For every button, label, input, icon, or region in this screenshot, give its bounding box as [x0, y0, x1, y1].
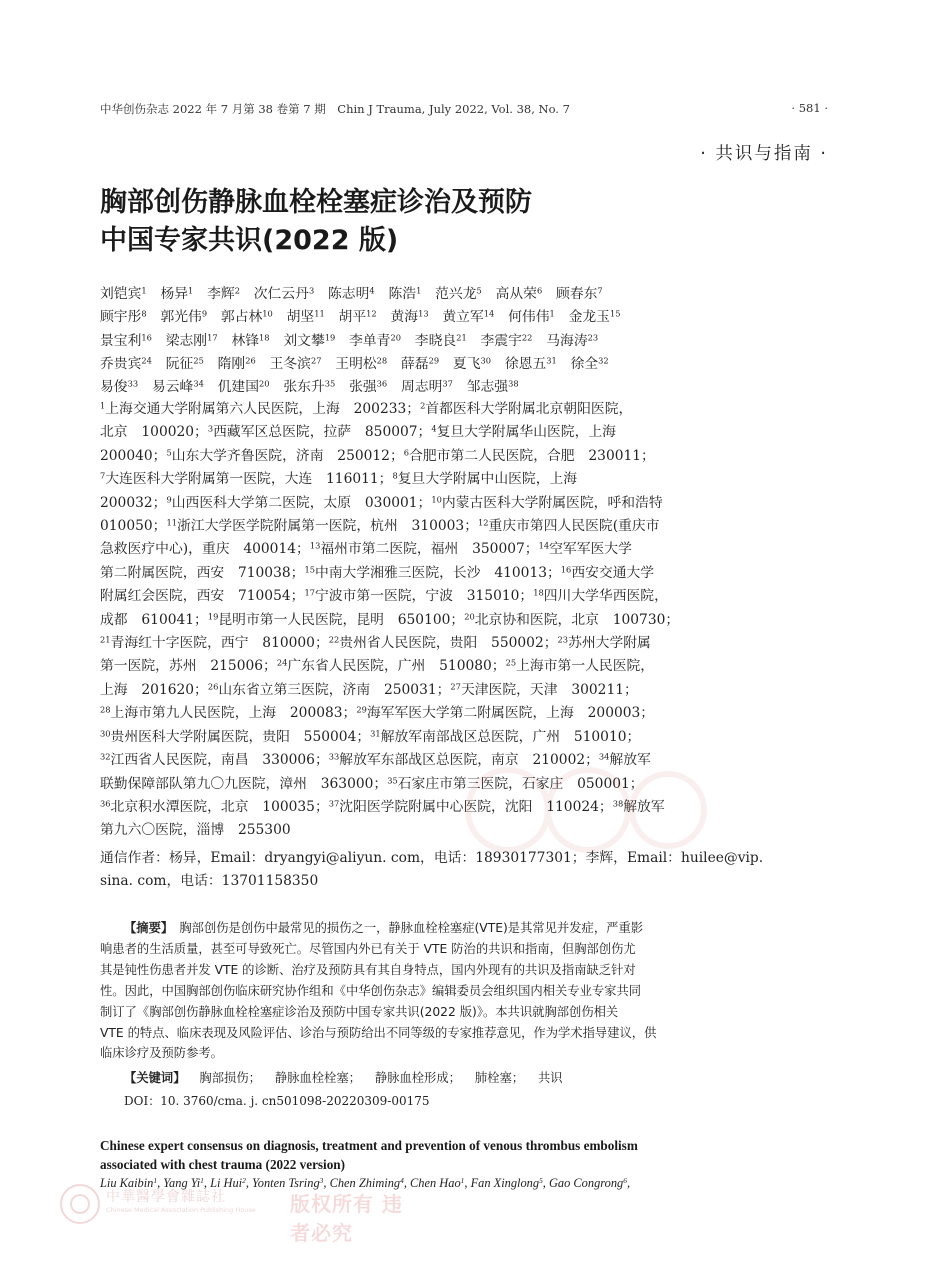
- author-name: 刘铠宾: [100, 286, 142, 302]
- affiliation-line: [100, 562, 830, 585]
- keyword: 静脉血栓栓塞；: [274, 1071, 361, 1085]
- journal-citation: 中华创伤杂志 2022 年 7 月第 38 卷第 7 期 Chin J Trauma, July 2022, Vol. 38, No. 7: [100, 102, 570, 116]
- author-affiliation-index: 16: [141, 332, 152, 343]
- author: [546, 333, 598, 349]
- author-affiliation-index: 4: [400, 1175, 404, 1185]
- affiliation-line: [100, 726, 830, 749]
- affiliation-text: 中南大学湘雅三医院，长沙 410013；: [314, 564, 561, 581]
- affiliation-index: 3: [207, 423, 214, 434]
- affiliation-text: 广东省人民医院，广州 510080；: [287, 658, 506, 675]
- author-affiliation-index: 18: [259, 332, 270, 343]
- affiliation-line: [100, 632, 830, 655]
- author-name: 李震宇: [480, 332, 522, 349]
- affiliation-text: 解放军东部战区总医院，南京 210002；: [339, 752, 599, 769]
- affiliation-index: 27: [450, 681, 461, 692]
- affiliation-index: 26: [207, 681, 219, 692]
- author-affiliation-index: 35: [324, 378, 336, 389]
- affiliation-text: 山东省立第三医院，济南 250031；: [218, 681, 451, 698]
- author: [283, 379, 335, 395]
- author-affiliation-index: 7: [597, 285, 603, 296]
- author-affiliation-index: 5: [476, 285, 482, 296]
- author-affiliation-index: 1: [460, 1175, 465, 1185]
- author: [571, 356, 609, 372]
- author-name: 马海涛: [546, 332, 588, 349]
- author: [100, 286, 147, 302]
- affiliation-text: 联勤保障部队第九〇九医院，漳州 363000；: [100, 775, 388, 792]
- author-affiliation-index: 33: [127, 378, 139, 389]
- author: [569, 309, 621, 325]
- affiliation-text: 上海 201620；: [100, 681, 208, 698]
- author-affiliation-index: 21: [456, 332, 467, 343]
- affiliation-text: 解放军: [623, 798, 665, 815]
- author-name: 林锋: [231, 332, 260, 349]
- author-name: 夏飞: [452, 355, 481, 372]
- author: [335, 356, 387, 372]
- author: [556, 286, 603, 302]
- affiliation-text: 上海交通大学附属第六人民医院，上海 200233；: [105, 401, 421, 417]
- affiliation-text: 第一医院，苏州 215006；: [100, 658, 277, 675]
- author: [254, 286, 314, 302]
- affiliation-line: [100, 609, 830, 632]
- author: [218, 356, 256, 372]
- author-name: 薛磊: [401, 355, 429, 372]
- affiliation-line: [100, 421, 830, 444]
- title-en-line-2: associated with chest trauma (2022 version): [100, 1157, 346, 1172]
- author-affiliation-index: 30: [480, 355, 492, 366]
- affiliation-text: 青海红十字医院，西宁 810000；: [110, 635, 329, 652]
- affiliation-line: [100, 702, 830, 725]
- author-affiliation-index: 38: [508, 378, 519, 389]
- affiliation-text: 大连医科大学附属第一医院，大连 116011；: [105, 471, 393, 488]
- author-name: 郭光伟: [160, 309, 202, 326]
- affiliation-text: 急救医疗中心)，重庆 400014；: [100, 541, 310, 558]
- affiliation-text: 上海市第九人民医院，上海 200083；: [110, 705, 357, 722]
- author: [283, 333, 335, 349]
- publisher-name-en: Chinese Medical Association Publishing House: [106, 1206, 256, 1214]
- affiliation-index: 33: [328, 751, 340, 762]
- author-line: [100, 283, 830, 306]
- affiliation-text: 苏州大学附属: [568, 635, 651, 652]
- affiliation-index: 24: [276, 657, 288, 668]
- affiliation-index: 32: [100, 751, 111, 762]
- author-name: 梁志刚: [165, 332, 208, 349]
- affiliation-text: 200032；: [100, 494, 167, 511]
- affiliation-index: 8: [392, 470, 398, 481]
- affiliation-line: [100, 445, 830, 468]
- author-name: 陈浩: [388, 286, 417, 302]
- affiliation-text: 复旦大学附属中山医院，上海: [397, 471, 578, 488]
- doi-link[interactable]: DOI：10. 3760/cma. j. cn501098-20220309-00175: [124, 1094, 430, 1108]
- author: [160, 309, 207, 325]
- affiliation-text: 北京积水潭医院，北京 100035；: [110, 798, 329, 815]
- title-line-1: 胸部创伤静脉血栓栓塞症诊治及预防: [100, 187, 532, 218]
- author-affiliation-index: 26: [245, 355, 256, 366]
- author-name-en: Li Hui: [210, 1176, 243, 1190]
- author-name: 王明松: [335, 355, 377, 372]
- author: [100, 333, 152, 349]
- author-affiliation-index: 11: [314, 308, 325, 319]
- abstract-label: 【摘要】: [124, 921, 168, 935]
- keyword: 胸部损伤；: [199, 1071, 261, 1085]
- affiliation-index: 16: [560, 564, 572, 575]
- affiliation-index: 17: [304, 587, 315, 598]
- affiliation-line: [100, 515, 830, 538]
- abstract-line: 制订了《胸部创伤静脉血栓栓塞症诊治及预防中国专家共识(2022 版)》。本共识就胸部创伤相关: [100, 1004, 619, 1019]
- author-name: 隋刚: [217, 355, 246, 372]
- author: [508, 309, 555, 325]
- author-affiliation-index: 9: [201, 308, 208, 319]
- author: [100, 379, 138, 395]
- abstract-line: 性。因此，中国胸部创伤临床研究协作组和《中华创伤杂志》编辑委员会组织国内相关专业专家共同: [100, 983, 642, 998]
- affiliation-index: 20: [464, 611, 475, 622]
- author: [390, 309, 428, 325]
- author-name: 何伟伟: [508, 309, 550, 326]
- author: [287, 309, 325, 325]
- author-line: [100, 306, 830, 329]
- affiliation-text: 附属红会医院，西安 710054；: [100, 588, 305, 605]
- affiliation-index: 30: [100, 728, 111, 739]
- affiliation-index: 37: [328, 798, 340, 809]
- author-affiliation-index: 2: [242, 1175, 246, 1185]
- author: [388, 286, 421, 302]
- keyword: 共识: [538, 1071, 563, 1085]
- author-affiliation-index: 14: [483, 308, 495, 319]
- author-name: 杨异: [160, 286, 189, 302]
- affiliation-line: [100, 585, 830, 608]
- affiliation-text: 昆明市第一人民医院，昆明 650100；: [218, 611, 465, 628]
- correspondence-line-2: sina. com，电话：13701158350: [100, 873, 319, 890]
- author-name: 黄立军: [442, 309, 484, 326]
- author: [231, 333, 269, 349]
- affiliation-text: 解放军南部战区总医院，广州 510010；: [380, 728, 641, 745]
- author-name: 顾春东: [556, 286, 598, 302]
- affiliation-index: 10: [431, 494, 442, 505]
- author-list-en: Liu Kaibin$^1$, Yang Yi$^1$, Li Hui$^2$, Yonten Tsring$^3$, Chen Zhiming$^4$, Chen Hao$^1$, Fan Xinglong$^5$, Gao Congrong$^6$,: [100, 1175, 631, 1190]
- author-name: 金龙玉: [568, 309, 610, 326]
- abstract-line: 其是钝性伤患者并发 VTE 的诊断、治疗及预防具有其自身特点，国内外现有的共识及指南缺乏针对: [100, 962, 636, 977]
- author-affiliation-index: 1: [549, 308, 555, 319]
- author-name-en: Yonten Tsring: [252, 1176, 320, 1190]
- author-affiliation-index: 10: [262, 308, 273, 319]
- author-affiliation-index: 6: [536, 285, 543, 296]
- author-name-en: Chen Hao: [410, 1176, 461, 1190]
- affiliation-text: 西藏军区总医院，拉萨 850007；: [213, 424, 432, 441]
- affiliation-index: 25: [505, 657, 517, 668]
- title-en-line-1: Chinese expert consensus on diagnosis, treatment and prevention of venous thrombus embolism: [100, 1138, 638, 1153]
- author-line: [100, 330, 830, 353]
- author-affiliation-index: 37: [442, 378, 453, 389]
- affiliation-index: 36: [100, 798, 111, 809]
- abstract-line: VTE 的特点、临床表现及风险评估、诊治与预防给出不同等级的专家推荐意见，作为学术指导建议，供: [100, 1025, 657, 1040]
- affiliation-text: 北京协和医院，北京 100730；: [474, 611, 680, 628]
- author-affiliation-index: 31: [546, 355, 557, 366]
- keyword: 肺栓塞；: [474, 1071, 525, 1085]
- author: [100, 356, 152, 372]
- author-name: 范兴龙: [435, 286, 477, 302]
- affiliation-text: 200040；: [100, 447, 167, 464]
- author-list-zh: [100, 283, 830, 399]
- author-name-en: Yang Yi: [163, 1176, 201, 1190]
- author-line: [100, 353, 830, 376]
- publisher-name-zh: 中華醫學會雜誌社: [106, 1189, 226, 1205]
- affiliation-index: 35: [387, 774, 398, 785]
- affiliation-text: 山西医科大学第二医院，太原 030001；: [171, 494, 432, 511]
- abstract-line: 响患者的生活质量，甚至可导致死亡。尽管国内外已有关于 VTE 防治的共识和指南，但胸部创伤尤: [100, 941, 636, 956]
- affiliation-text: 重庆市第四人民医院(重庆市: [488, 518, 660, 535]
- author-name-en: Chen Zhiming: [329, 1176, 401, 1190]
- author: [349, 333, 401, 349]
- article-title-zh: [100, 184, 660, 260]
- affiliation-text: 宁波市第一医院，宁波 315010；: [314, 588, 534, 605]
- affiliation-index: 9: [166, 494, 172, 505]
- author-name: 景宝利: [100, 332, 142, 349]
- affiliation-text: 沈阳医学院附属中心医院，沈阳 110024；: [339, 798, 613, 815]
- affiliation-text: 合肥市第二人民医院，合肥 230011；: [409, 447, 655, 464]
- author: [442, 309, 494, 325]
- affiliation-text: 石家庄市第三医院，石家庄 050001；: [397, 775, 644, 792]
- author-affiliation-index: 24: [141, 355, 152, 366]
- author-name: 易云峰: [151, 379, 194, 396]
- author-name: 张强: [349, 379, 377, 396]
- page-number: · 581 ·: [791, 101, 828, 115]
- author-name: 刘文攀: [283, 332, 325, 349]
- author: [339, 309, 377, 325]
- author-name: 徐恩五: [504, 355, 547, 372]
- affiliation-text: 福州市第二医院，福州 350007；: [320, 541, 539, 558]
- abstract-line: [100, 918, 690, 939]
- author-affiliation-index: 32: [598, 355, 609, 366]
- author-affiliation-index: 1: [200, 1175, 204, 1185]
- author-affiliation-index: 17: [207, 332, 218, 343]
- author-affiliation-index: 1: [141, 285, 147, 296]
- author: [401, 379, 453, 395]
- author: [453, 356, 491, 372]
- author-name-en: Gao Congrong: [548, 1176, 624, 1190]
- affiliation-index: 28: [100, 704, 111, 715]
- affiliation-index: 19: [207, 611, 219, 622]
- author-affiliation-index: 28: [376, 355, 388, 366]
- abstract-line: 临床诊疗及预防参考。: [100, 1046, 223, 1061]
- article-title-en: [100, 1136, 700, 1174]
- affiliation-index: 21: [100, 634, 111, 645]
- author-affiliation-index: 5: [539, 1175, 543, 1185]
- author-name: 徐全: [570, 355, 599, 372]
- author-affiliation-index: 2: [234, 285, 240, 296]
- author-affiliation-index: 22: [521, 332, 533, 343]
- author-name: 李单青: [349, 332, 391, 349]
- author: [218, 379, 270, 395]
- copyright-brand: 版权所有 违者必究: [290, 1192, 403, 1245]
- author-affiliation-index: 13: [418, 308, 429, 319]
- author-affiliation-index: 1: [188, 285, 194, 296]
- affiliation-index: 1: [100, 400, 106, 411]
- affiliation-text: 海军军医大学第二附属医院，上海 200003；: [366, 705, 655, 722]
- author-name: 易俊: [100, 379, 128, 396]
- column-tag: · 共识与指南 ·: [700, 144, 828, 164]
- affiliation-line: [100, 538, 830, 561]
- author-affiliation-index: 27: [310, 355, 322, 366]
- author: [270, 356, 322, 372]
- affiliation-index: 12: [478, 517, 489, 528]
- affiliation-index: 6: [403, 447, 410, 458]
- author-name: 高从荣: [495, 286, 537, 302]
- affiliation-text: 第九六〇医院，淄博 255300: [100, 822, 291, 839]
- author-affiliation-index: 1: [416, 285, 422, 296]
- author-affiliation-index: 19: [324, 332, 336, 343]
- author-affiliation-index: 36: [376, 378, 388, 389]
- affiliation-line: [100, 398, 830, 421]
- author-affiliation-index: 4: [369, 285, 375, 296]
- background-seal-watermark-icon: [458, 760, 708, 860]
- author-affiliation-index: 8: [141, 308, 147, 319]
- author-affiliation-index: 23: [587, 332, 599, 343]
- affiliation-text: 江西省人民医院，南昌 330006；: [110, 752, 329, 769]
- author-affiliation-index: 25: [193, 355, 204, 366]
- affiliation-index: 18: [533, 587, 544, 598]
- affiliation-text: 第二附属医院，西安 710038；: [100, 564, 305, 581]
- author-name: 陈志明: [328, 286, 370, 302]
- author: [160, 286, 193, 302]
- author: [481, 333, 533, 349]
- affiliation-index: 11: [166, 517, 177, 528]
- author-name: 郭占林: [220, 309, 263, 326]
- author: [349, 379, 387, 395]
- author-affiliation-index: 1: [153, 1175, 158, 1185]
- author: [415, 333, 467, 349]
- running-head: [100, 101, 828, 119]
- author-affiliation-index: 20: [259, 378, 270, 389]
- author-line: [100, 376, 830, 399]
- affiliation-text: 四川大学华西医院，: [543, 588, 668, 605]
- keywords-label: 【关键词】: [124, 1071, 186, 1085]
- author-name-en: Fan Xinglong: [470, 1176, 540, 1190]
- author: [166, 356, 204, 372]
- correspondence-line-1: 通信作者：杨异，Email：dryangyi@aliyun. com，电话：18930177301；李辉，Email：huilee@vip.: [100, 850, 764, 866]
- abstract-line-text: 胸部创伤是创伤中最常见的损伤之一，静脉血栓栓塞症(VTE)是其常见并发症，严重影: [179, 921, 644, 935]
- author: [467, 379, 519, 395]
- author: [435, 286, 482, 302]
- author: [166, 333, 218, 349]
- publisher-seal-icon: [60, 1184, 100, 1224]
- affiliation-index: 7: [100, 470, 106, 481]
- affiliation-index: 5: [166, 447, 172, 458]
- author: [401, 356, 439, 372]
- affiliation-index: 34: [598, 751, 610, 762]
- author-name: 邹志强: [466, 379, 509, 396]
- title-line-2: 中国专家共识(2022 版): [100, 225, 399, 256]
- affiliation-text: 空军军医大学: [549, 541, 632, 558]
- affiliation-index: 2: [420, 400, 426, 411]
- affiliation-text: 山东大学齐鲁医院，济南 250012；: [171, 447, 404, 464]
- author-affiliation-index: 20: [390, 332, 401, 343]
- author: [221, 309, 273, 325]
- author: [328, 286, 375, 302]
- affiliation-index: 13: [309, 540, 321, 551]
- affiliation-text: 天津医院，天津 300211；: [460, 681, 638, 698]
- affiliation-text: 首都医科大学附属北京朝阳医院，: [425, 401, 633, 417]
- author: [207, 286, 240, 302]
- author-name: 周志明: [401, 379, 443, 396]
- affiliation-line: [100, 492, 830, 515]
- author-affiliation-index: 12: [366, 308, 377, 319]
- author-name: 黄海: [390, 309, 419, 326]
- author: [505, 356, 557, 372]
- affiliation-text: 北京 100020；: [100, 424, 208, 441]
- author-affiliation-index: 6: [623, 1175, 627, 1185]
- author: [496, 286, 543, 302]
- affiliation-line: [100, 468, 830, 491]
- author-name: 乔贵宾: [100, 355, 142, 372]
- affiliation-line: [100, 679, 830, 702]
- author-name: 张东升: [283, 379, 325, 396]
- affiliation-index: 22: [328, 634, 340, 645]
- author-name: 仉建国: [217, 379, 260, 396]
- keywords: [124, 1068, 684, 1086]
- affiliation-text: 复旦大学附属华山医院，上海: [436, 424, 616, 441]
- affiliation-index: 38: [612, 798, 624, 809]
- affiliation-text: 贵州省人民医院，贵阳 550002；: [339, 635, 558, 652]
- author: [152, 379, 204, 395]
- author-name: 李晓良: [414, 332, 457, 349]
- author-affiliation-index: 29: [428, 355, 440, 366]
- publisher-watermark: [60, 1182, 420, 1245]
- keyword: 静脉血栓形成；: [374, 1071, 461, 1085]
- author-affiliation-index: 34: [193, 378, 204, 389]
- author-name: 顾宇彤: [100, 309, 142, 326]
- affiliation-index: 14: [538, 540, 550, 551]
- affiliation-index: 31: [370, 728, 381, 739]
- author-affiliation-index: 3: [319, 1175, 324, 1185]
- affiliation-text: 浙江大学医学院附属第一医院，杭州 310003；: [177, 518, 479, 535]
- affiliation-index: 23: [557, 634, 569, 645]
- author-name: 胡平: [338, 309, 367, 326]
- author: [100, 309, 147, 325]
- author-name: 阮征: [165, 355, 194, 372]
- author-affiliation-index: 15: [609, 308, 621, 319]
- author-affiliation-index: 3: [308, 285, 315, 296]
- affiliation-text: 解放军: [609, 752, 651, 769]
- affiliation-index: 4: [431, 423, 437, 434]
- affiliation-text: 西安交通大学: [571, 564, 655, 581]
- abstract: [100, 918, 690, 1064]
- author-name: 次仁云丹: [253, 286, 309, 302]
- affiliation-text: 贵州医科大学附属医院，贵阳 550004；: [110, 728, 371, 745]
- affiliation-index: 29: [356, 704, 367, 715]
- author-name: 胡坚: [286, 309, 315, 326]
- affiliation-text: 内蒙古医科大学附属医院，呼和浩特: [441, 494, 663, 511]
- affiliation-text: 010050；: [100, 518, 167, 535]
- affiliation-line: [100, 655, 830, 678]
- author-name: 李辉: [207, 286, 235, 302]
- affiliation-index: 15: [304, 564, 315, 575]
- affiliation-text: 成都 610041；: [100, 611, 208, 628]
- affiliation-text: 上海市第一人民医院，: [516, 658, 655, 675]
- author-name-en: Liu Kaibin: [100, 1176, 154, 1190]
- author-name: 王冬滨: [269, 355, 311, 372]
